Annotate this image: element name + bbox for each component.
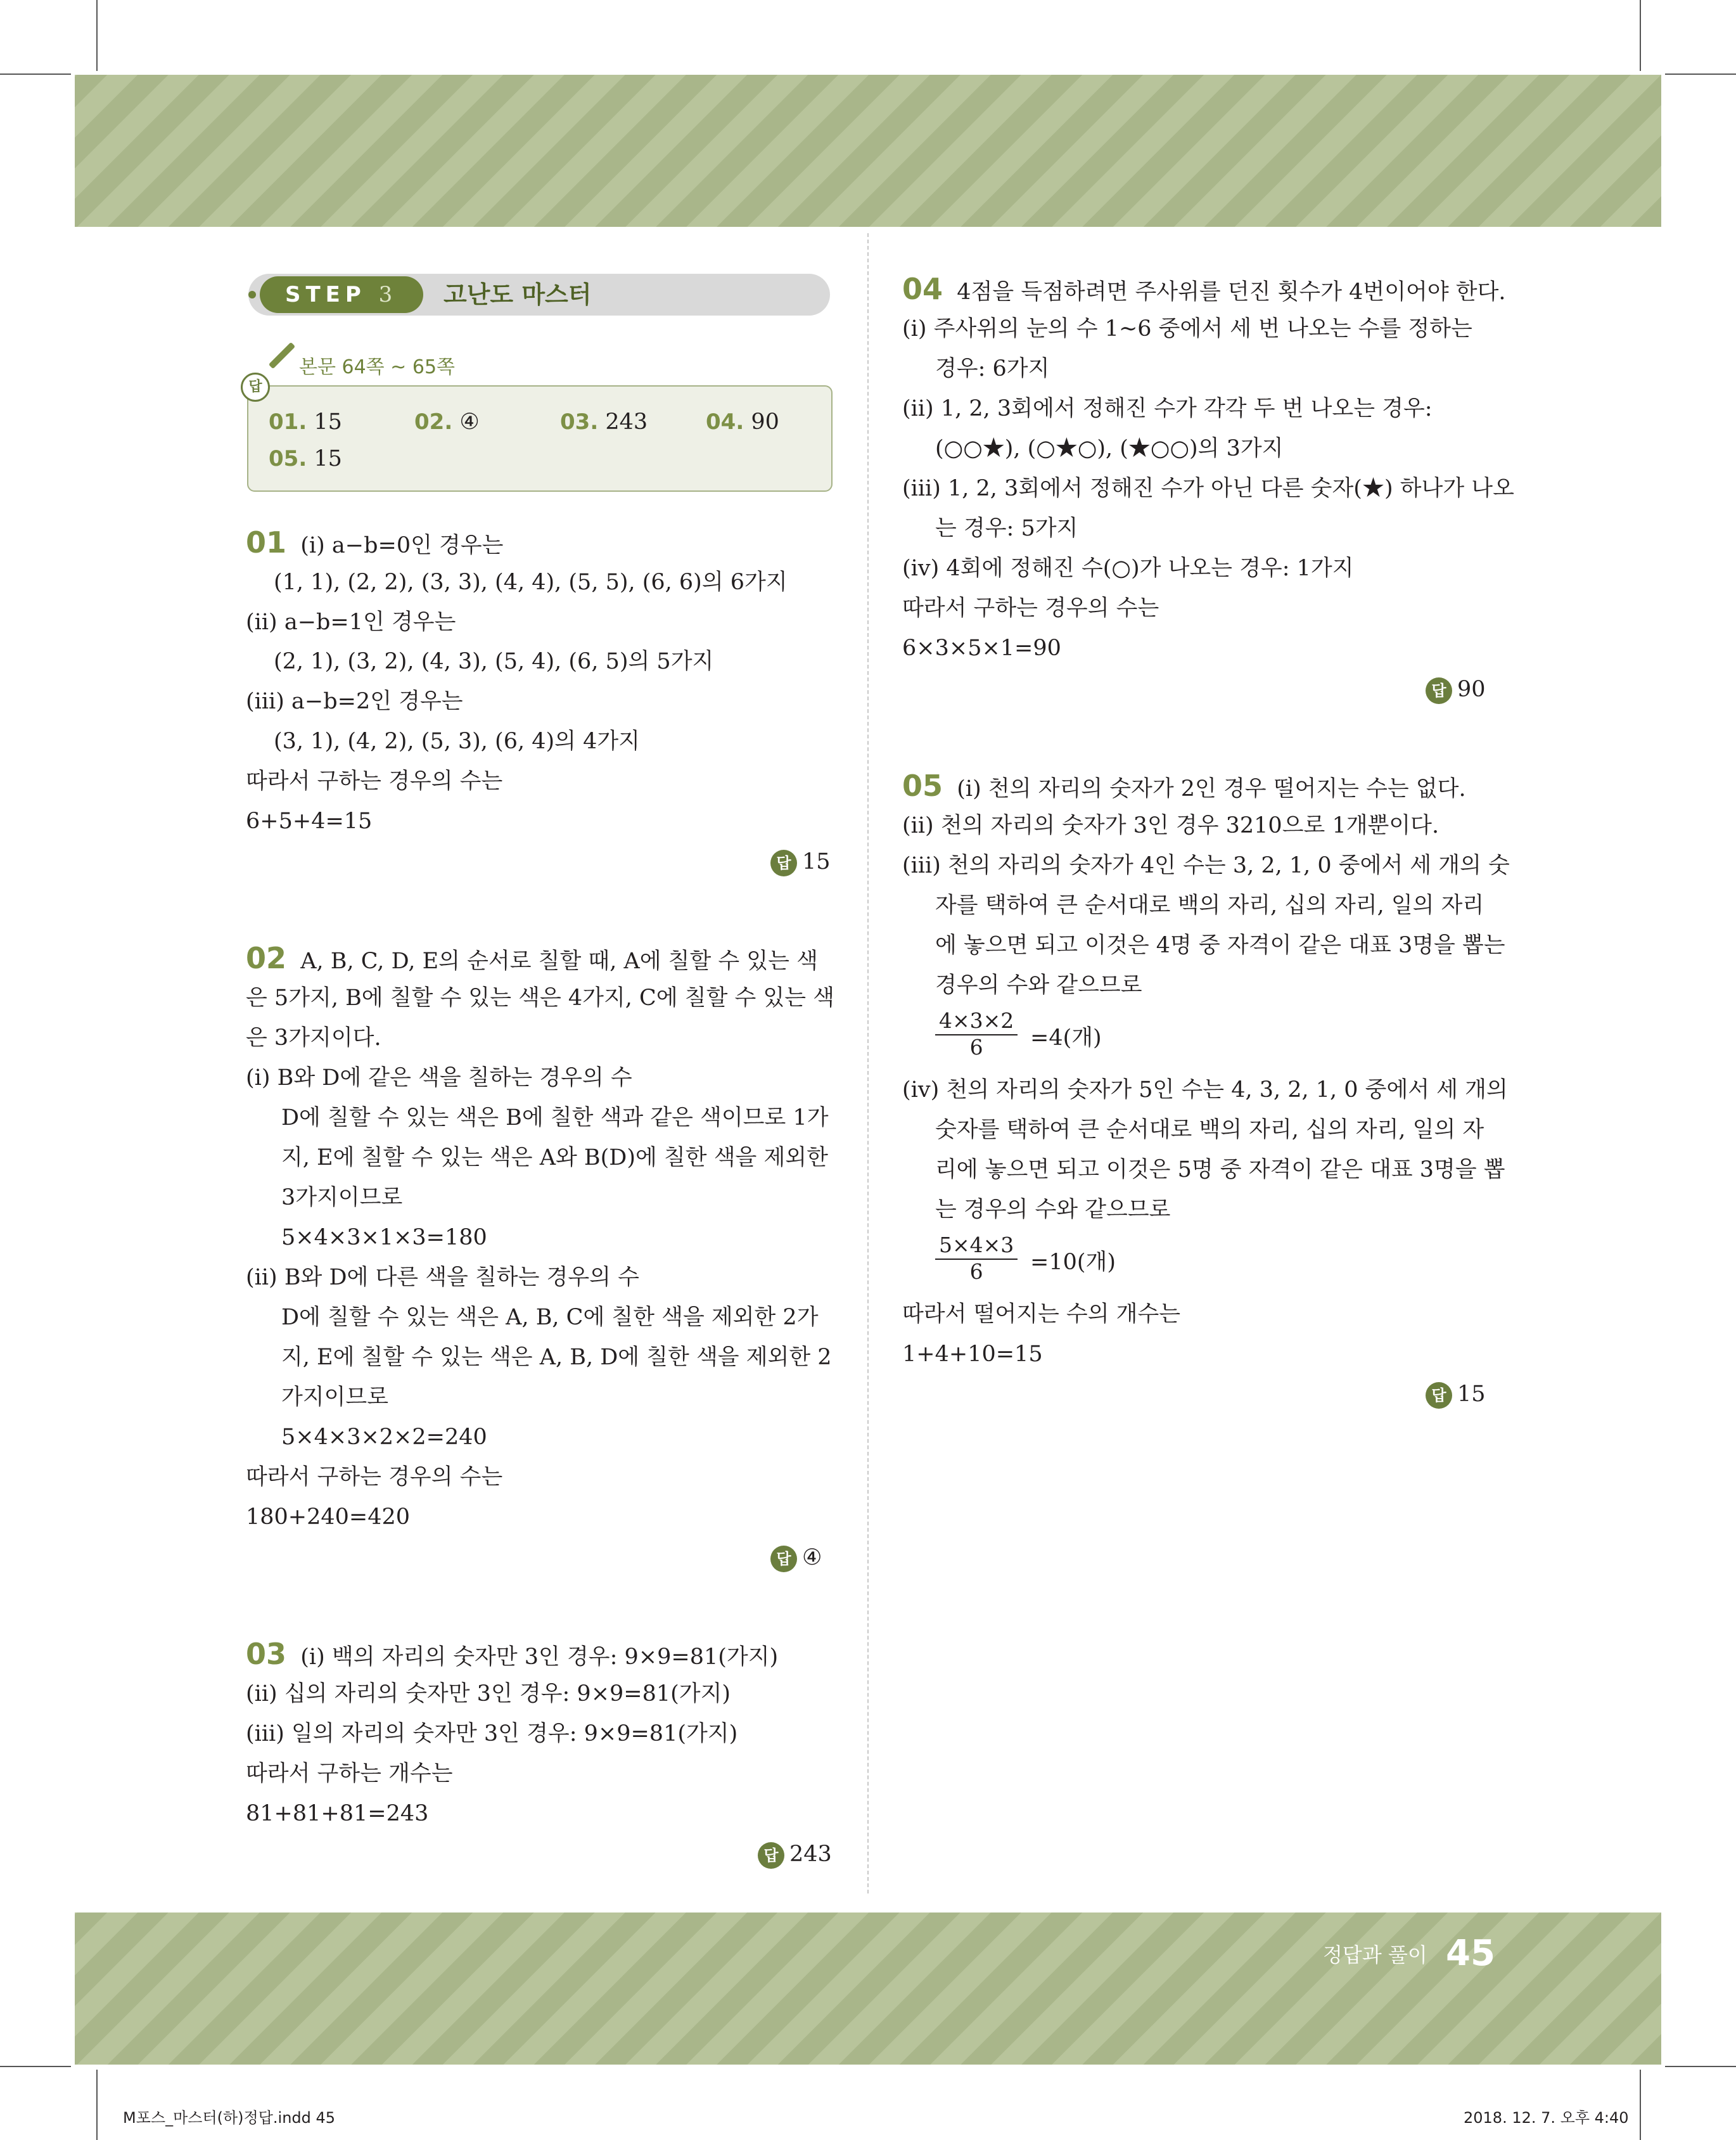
problem-05-line: 숫자를 택하여 큰 순서대로 백의 자리, 십의 자리, 일의 자: [935, 1117, 1484, 1143]
problem-01-line: (ⅲ) a−b=2인 경우는: [246, 689, 463, 714]
problem-number: 03: [246, 1637, 287, 1671]
problem-02-line: 지, E에 칠할 수 있는 색은 A와 B(D)에 칠한 색을 제외한: [281, 1145, 828, 1170]
problem-02-line: 5×4×3×1×3=180: [281, 1225, 487, 1250]
step-label: [260, 276, 423, 313]
answer-summary-box: [247, 385, 833, 492]
problem-02-line: 180+240=420: [246, 1504, 411, 1530]
header-band: [75, 75, 1661, 227]
problem-02-line: 3가지이므로: [281, 1185, 403, 1210]
step-text: STEP: [285, 282, 366, 307]
fraction: $\frac{4\times 3\times 2}{6}$: [935, 1009, 1018, 1060]
crop-mark: [96, 2070, 98, 2140]
problem-03-line: 따라서 구하는 개수는: [246, 1761, 453, 1786]
answer-item: 03. 243: [560, 409, 648, 435]
problem-05-line: 는 경우의 수와 같으므로: [935, 1197, 1171, 1222]
crop-mark: [0, 74, 71, 75]
problem-number: 02: [246, 941, 287, 975]
problem-03-line: 81+81+81=243: [246, 1801, 429, 1826]
problem-01-answer: 답 15: [770, 848, 831, 876]
fraction-result: =4(개): [1030, 1025, 1102, 1051]
problem-number: 04: [902, 272, 943, 306]
answer-item: 04. 90: [706, 409, 779, 435]
slug-date: 2018. 12. 7. 오후 4:40: [1464, 2109, 1629, 2127]
problem-04-line: (ⅲ) 1, 2, 3회에서 정해진 수가 아닌 다른 숫자(★) 하나가 나오: [902, 476, 1514, 501]
problem-04-line: 경우: 6가지: [935, 356, 1050, 381]
problem-04-line: 는 경우: 5가지: [935, 516, 1078, 541]
problem-02-line: (ⅰ) B와 D에 같은 색을 칠하는 경우의 수: [246, 1065, 632, 1091]
problem-04-line: (ⅳ) 4회에 정해진 수(○)가 나오는 경우: 1가지: [902, 556, 1354, 581]
problem-05-line: 경우의 수와 같으므로: [935, 973, 1142, 998]
answer-item: 01. 15: [269, 409, 342, 435]
problem-05-line: (ⅳ) 천의 자리의 숫자가 5인 수는 4, 3, 2, 1, 0 중에서 세 개의: [902, 1077, 1508, 1103]
problem-04-line: (○○★), (○★○), (★○○)의 3가지: [935, 436, 1284, 461]
problem-04-line: (ⅰ) 주사위의 눈의 수 1~6 중에서 세 번 나오는 수를 정하는: [902, 316, 1472, 342]
problem-04-line: 따라서 구하는 경우의 수는: [902, 596, 1159, 621]
problem-01-line: 따라서 구하는 경우의 수는: [246, 769, 503, 794]
step-number: 3: [378, 282, 393, 307]
problem-05-line: 자를 택하여 큰 순서대로 백의 자리, 십의 자리, 일의 자리: [935, 893, 1484, 918]
problem-number: 05: [902, 769, 943, 803]
problem-05-answer: 답 15: [1426, 1380, 1486, 1409]
problem-04-line: (ⅱ) 1, 2, 3회에서 정해진 수가 각각 두 번 나오는 경우:: [902, 396, 1433, 421]
fraction-result: =10(개): [1030, 1250, 1116, 1275]
problem-03-answer: 답 243: [758, 1840, 832, 1869]
fraction: $\frac{5\times 4\times 3}{6}$: [935, 1233, 1018, 1284]
problem-number: 01: [246, 525, 287, 560]
slug-filename: M포스_마스터(하)정답.indd 45: [123, 2109, 336, 2127]
page-number: 45: [1446, 1933, 1495, 1974]
problem-02-line: 02 A, B, C, D, E의 순서로 칠할 때, A에 칠할 수 있는 색: [246, 941, 818, 975]
problem-02-line: D에 칠할 수 있는 색은 A, B, C에 칠한 색을 제외한 2가: [281, 1305, 819, 1330]
answer-badge-icon: 답: [241, 373, 270, 402]
footer-band: [75, 1913, 1661, 2065]
problem-01-line: (2, 1), (3, 2), (4, 3), (5, 4), (6, 5)의 5가지: [274, 649, 714, 674]
problem-04-line: 6×3×5×1=90: [902, 636, 1061, 661]
problem-02-line: D에 칠할 수 있는 색은 B에 칠한 색과 같은 색이므로 1가: [281, 1105, 829, 1131]
problem-05-line: 에 놓으면 되고 이것은 4명 중 자격이 같은 대표 3명을 뽑는: [935, 933, 1505, 958]
answer-item: 02. ④: [414, 409, 480, 435]
problem-02-line: (ⅱ) B와 D에 다른 색을 칠하는 경우의 수: [246, 1265, 639, 1290]
answer-item: 05. 15: [269, 446, 342, 471]
problem-05-line: (ⅲ) 천의 자리의 숫자가 4인 수는 3, 2, 1, 0 중에서 세 개의 숫: [902, 853, 1510, 878]
problem-02-line: 따라서 구하는 경우의 수는: [246, 1464, 503, 1490]
problem-03-line: (ⅲ) 일의 자리의 숫자만 3인 경우: 9×9=81(가지): [246, 1721, 738, 1746]
problem-02-line: 가지이므로: [281, 1385, 389, 1410]
problem-02-answer: 답 ④: [770, 1544, 822, 1572]
crop-mark: [1665, 74, 1736, 75]
problem-04-answer: 답 90: [1426, 676, 1486, 704]
problem-01-line: (ⅱ) a−b=1인 경우는: [246, 610, 456, 635]
problem-05-line: 리에 놓으면 되고 이것은 5명 중 자격이 같은 대표 3명을 뽑: [935, 1157, 1505, 1182]
problem-03-line: 03 (ⅰ) 백의 자리의 숫자만 3인 경우: 9×9=81(가지): [246, 1637, 779, 1671]
problem-01-line: 01 (ⅰ) a−b=0인 경우는: [246, 525, 504, 560]
problem-04-line: 04 4점을 득점하려면 주사위를 던진 횟수가 4번이어야 한다.: [902, 272, 1506, 306]
crop-mark: [1640, 2070, 1641, 2140]
problem-02-line: 은 5가지, B에 칠할 수 있는 색은 4가지, C에 칠할 수 있는 색: [246, 985, 834, 1011]
crop-mark: [1665, 2066, 1736, 2067]
problem-02-line: 은 3가지이다.: [246, 1025, 381, 1051]
footer-title: 정답과 풀이: [1323, 1943, 1427, 1967]
crop-mark: [0, 2066, 71, 2067]
step-title: 고난도 마스터: [444, 281, 592, 309]
reference-pages: 본문 64쪽 ~ 65쪽: [299, 356, 456, 378]
problem-01-line: (1, 1), (2, 2), (3, 3), (4, 4), (5, 5), (6, 6)의 6가지: [274, 570, 788, 595]
problem-05-line: 1+4+10=15: [902, 1342, 1043, 1367]
column-divider: [867, 233, 869, 1893]
problem-05-line: (ⅱ) 천의 자리의 숫자가 3인 경우 3210으로 1개뿐이다.: [902, 813, 1439, 838]
crop-mark: [1640, 0, 1641, 71]
problem-03-line: (ⅱ) 십의 자리의 숫자만 3인 경우: 9×9=81(가지): [246, 1681, 731, 1707]
problem-01-line: (3, 1), (4, 2), (5, 3), (6, 4)의 4가지: [274, 729, 640, 754]
problem-02-line: 지, E에 칠할 수 있는 색은 A, B, D에 칠한 색을 제외한 2: [281, 1345, 832, 1370]
problem-05-line: 05 (ⅰ) 천의 자리의 숫자가 2인 경우 떨어지는 수는 없다.: [902, 769, 1466, 803]
pencil-icon: [269, 342, 295, 369]
problem-01-line: 6+5+4=15: [246, 809, 373, 834]
step-dot: [248, 291, 256, 298]
problem-02-line: 5×4×3×2×2=240: [281, 1425, 487, 1450]
crop-mark: [96, 0, 98, 71]
problem-05-line: 따라서 떨어지는 수의 개수는: [902, 1302, 1181, 1327]
